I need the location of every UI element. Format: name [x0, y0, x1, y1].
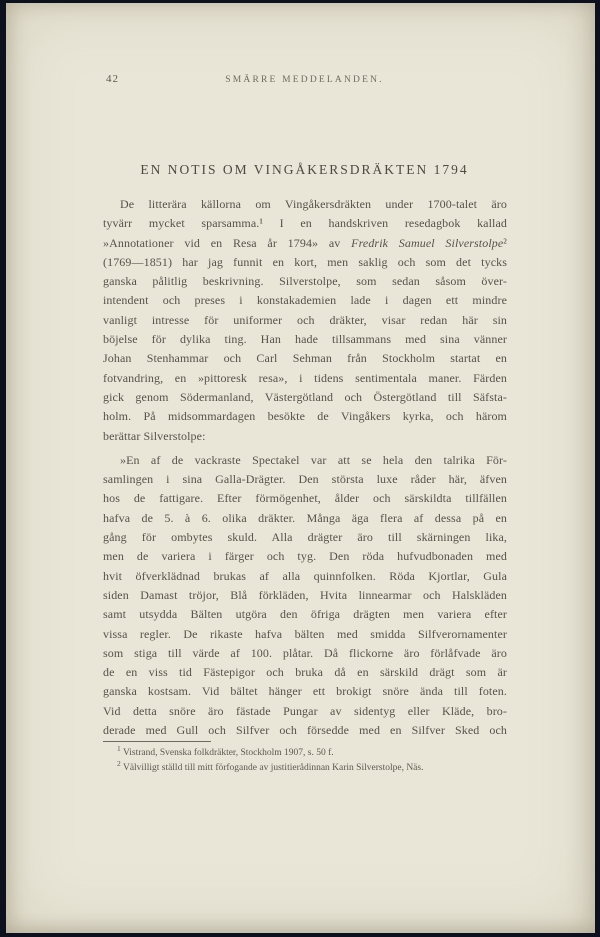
text-segment: böjelse för dylika ting. Han hade tillsammans med sina vänner [103, 332, 507, 347]
article-title: EN NOTIS OM VINGÅKERSDRÄKTEN 1794 [140, 162, 469, 177]
text-line [103, 195, 507, 214]
footnote-item [103, 743, 515, 761]
body-text [103, 195, 507, 740]
text-segment: gick genom Södermanland, Västergötland och Östergötland till Säfsta- [103, 389, 507, 404]
text-segment: De litterära källorna om Vingåkersdräkten under 1700-talet äro [120, 197, 507, 211]
text-segment: holm. På midsommardagen besökte de Vingåkers kyrka, och härom [103, 409, 507, 424]
text-segment: ² [503, 235, 507, 250]
text-line [103, 253, 507, 272]
italic-text: Fredrik Samuel Silverstolpe [351, 235, 504, 250]
text-segment: siden Damast tröjor, Blå förkläden, Hvita linnearmar och Halskläden [103, 587, 507, 602]
text-segment: berättar Silverstolpe: [103, 428, 206, 443]
text-line [103, 586, 507, 605]
paragraph [103, 451, 507, 740]
footnotes [103, 743, 515, 775]
text-segment: de en viss tid Fästepigor och bruka då en särskild drägt som är [103, 665, 507, 680]
text-line [103, 702, 507, 721]
text-segment: (1769—1851) har jag funnit en kort, men saklig och som det tycks [103, 254, 507, 269]
text-segment: fotvandring, en »pittoresk resa», i tidens sentimentala maner. Färden [103, 370, 507, 385]
book-page [6, 3, 595, 933]
text-segment: men de variera i färger och tyg. Den röda hufvudbonaden med [103, 549, 507, 564]
text-line [103, 388, 507, 407]
text-segment: vissa regler. De rikaste hafva bälten med smidda Silfverornamenter [103, 626, 507, 641]
text-line [103, 605, 507, 624]
running-head: SMÄRRE MEDDELANDEN. [225, 75, 384, 85]
footnote-text: Välvilligt ställd till mitt förfogande av justitierådinnan Karin Silverstolpe, Näs. [120, 762, 424, 773]
text-line [103, 547, 507, 566]
text-line [103, 470, 507, 489]
text-segment: som stiga till värde af 100. plåtar. Då flickorne äro förlåfvade äro [103, 645, 507, 660]
text-segment: ganska kostsam. Vid bältet hänger ett brokigt snöre ända till foten. [103, 684, 507, 699]
text-segment: samlingen i sina Galla-Drägter. Den största luxe råder här, äfven [103, 472, 507, 487]
footnote-rule [103, 741, 211, 742]
text-line [103, 644, 507, 663]
text-line [103, 721, 507, 740]
paragraph [103, 195, 507, 446]
footnote-marker: 1 [117, 743, 121, 753]
text-line [103, 214, 507, 233]
footnote-marker: 2 [117, 758, 121, 768]
text-segment: hafva de 5. à 6. olika dräkter. Många äga flera af dessa på en [103, 510, 507, 525]
text-line [103, 567, 507, 586]
text-segment: »Annotationer vid en Resa år 1794» av [103, 235, 352, 250]
text-line [103, 451, 507, 470]
text-line [103, 349, 507, 368]
text-line [103, 625, 507, 644]
text-line [103, 509, 507, 528]
text-line [103, 369, 507, 388]
text-segment: Johan Stenhammar och Carl Sehman från Stockholm startat en [103, 351, 507, 366]
text-line [103, 489, 507, 508]
text-line [103, 407, 507, 426]
text-line [103, 528, 507, 547]
text-segment: samt utsydda Bälten utgöra den öfriga drägten men variera efter [103, 607, 507, 622]
text-line [103, 663, 507, 682]
text-segment: ganska pålitlig beskrivning. Silverstolpe, som sedan såsom över- [103, 274, 507, 289]
footnote-item [103, 758, 515, 776]
text-segment: Vid detta snöre äro fästade Pungar av sidentyg eller Kläde, bro- [103, 703, 507, 718]
footnote-text: Vistrand, Svenska folkdräkter, Stockholm 1907, s. 50 f. [120, 748, 334, 758]
page-number: 42 [106, 73, 119, 85]
text-segment: vanligt intresse för uniformer och dräkter, visar redan här sin [103, 312, 507, 327]
text-segment: hos de fattigare. Efter förmögenhet, ålder och särskildta tillfällen [103, 491, 507, 506]
text-segment: tyvärr mycket sparsamma.¹ I en handskriven resedagbok kallad [103, 216, 507, 231]
text-line [103, 234, 507, 253]
text-line [103, 311, 507, 330]
text-line [103, 427, 507, 446]
text-line [103, 291, 507, 310]
text-line [103, 330, 507, 349]
text-line [103, 272, 507, 291]
text-segment: hvit öfverklädnad brukas af alla quinnfolken. Röda Kjortlar, Gula [103, 568, 507, 583]
text-segment: »En af de vackraste Spectakel var att se hela den talrika För- [120, 452, 507, 467]
text-segment: derade med Gull och Silfver och försedde med en Silfver Sked och [103, 723, 507, 738]
text-segment: intendent och preses i konstakademien lade i dagen ett mindre [103, 293, 507, 308]
text-segment: gång för ombytes skuld. Alla drägter äro till skärningen lika, [103, 530, 507, 545]
text-line [103, 682, 507, 701]
